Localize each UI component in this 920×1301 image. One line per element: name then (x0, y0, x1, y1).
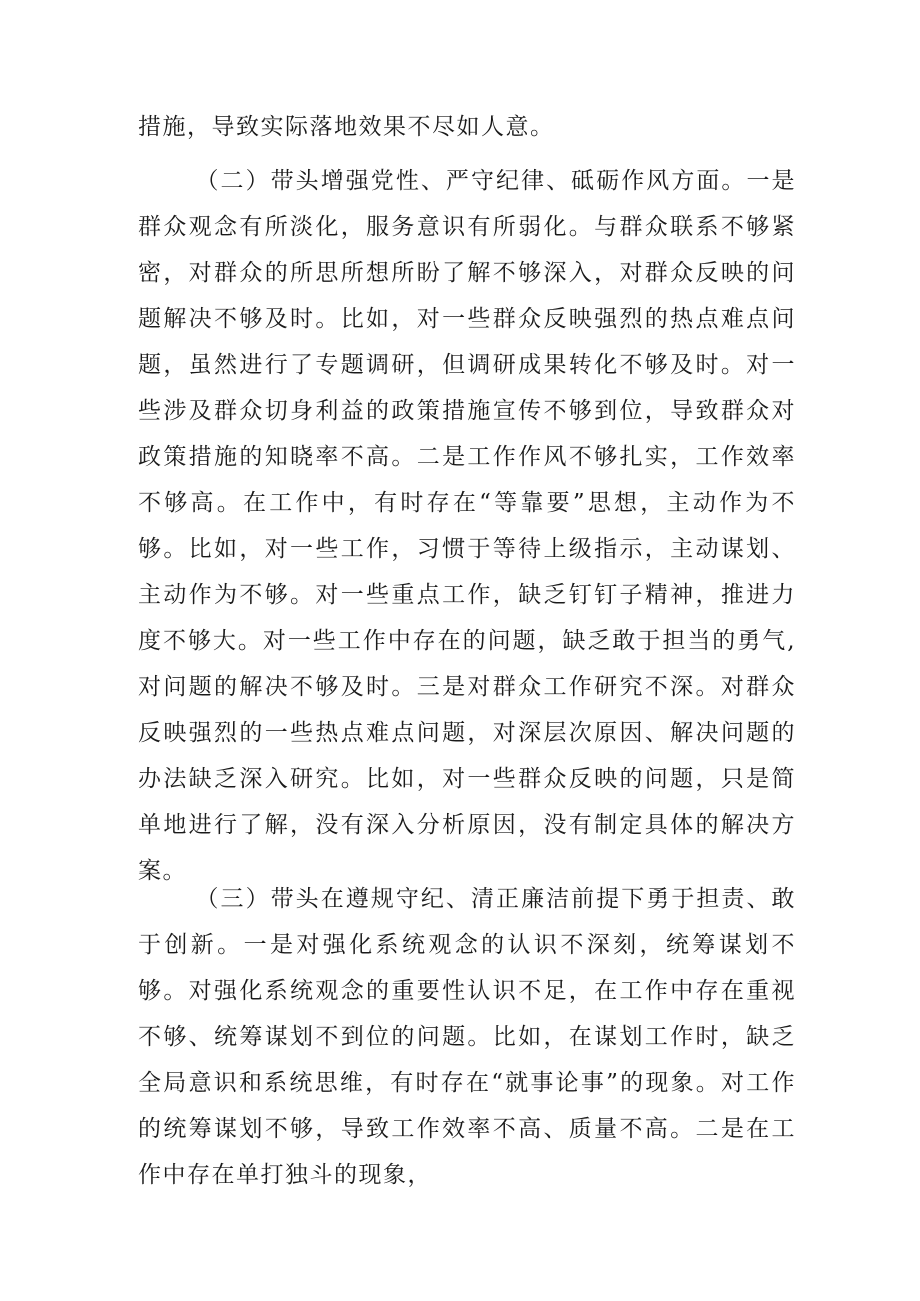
paragraph-text: 措施，导致实际落地效果不尽如人意。 (138, 114, 555, 140)
paragraph-text: （三）带头在遵规守纪、清正廉洁前提下勇于担责、敢于创新。一是对强化系统观念的认识不深刻，统筹谋划不够。对强化系统观念的重要性认识不足，在工作中存在重视不够、统筹谋划不到位的问题。比如，在谋划工作时，缺乏全局意识和系统思维，有时存在“就事论事”的现象。对工作的统筹谋划不够，导致工作效率不高、质量不高。二是在工作中存在单打独斗的现象， (138, 886, 796, 1188)
paragraph-section-three (138, 876, 796, 1198)
paragraph-continuation (138, 104, 796, 150)
paragraph-section-two (138, 158, 796, 894)
paragraph-text: （二）带头增强党性、严守纪律、砥砺作风方面。一是群众观念有所淡化，服务意识有所弱化。与群众联系不够紧密，对群众的所思所想所盼了解不够深入，对群众反映的问题解决不够及时。比如，对一些群众反映强烈的热点难点问题，虽然进行了专题调研，但调研成果转化不够及时。对一些涉及群众切身利益的政策措施宣传不够到位，导致群众对政策措施的知晓率不高。二是工作作风不够扎实，工作效率不够高。在工作中，有时存在“等靠要”思想，主动作为不够。比如，对一些工作，习惯于等待上级指示，主动谋划、主动作为不够。对一些重点工作，缺乏钉钉子精神，推进力度不够大。对一些工作中存在的问题，缺乏敢于担当的勇气,对问题的解决不够及时。三是对群众工作研究不深。对群众反映强烈的一些热点难点问题，对深层次原因、解决问题的办法缺乏深入研究。比如，对一些群众反映的问题，只是简单地进行了解，没有深入分析原因，没有制定具体的解决方案。 (138, 168, 796, 884)
